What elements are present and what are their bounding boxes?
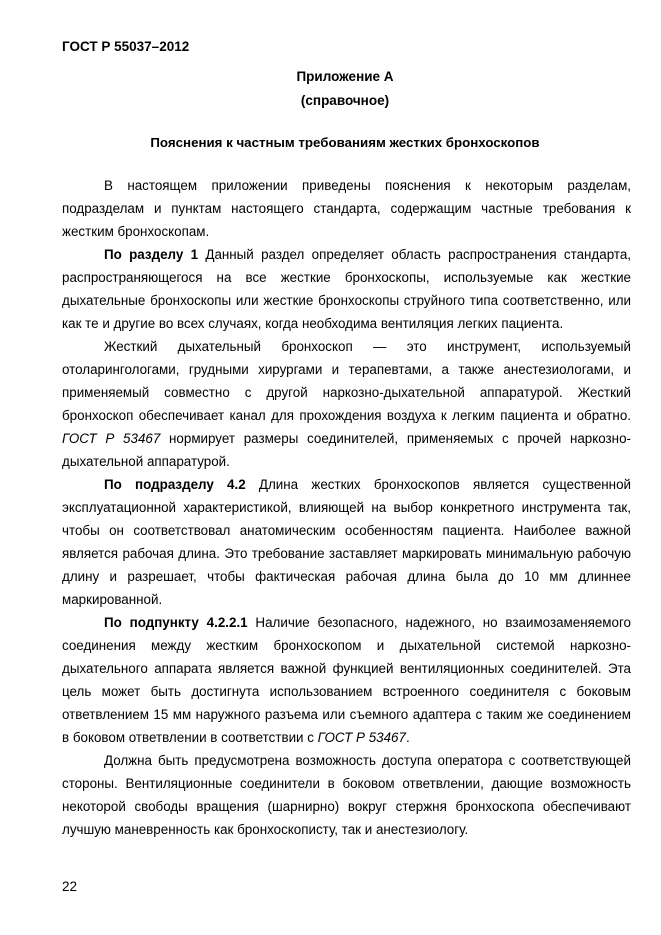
paragraph-text: Наличие безопасного, надежного, но взаимозаменяемого соединения между жестким бронхоскопом и дыхательной системой наркозно-дыхательного аппарата является важной функцией вентиляционных соединителей. Эта цель может быть достигнута использованием встроенного соединителя с боковым ответвлением 15 мм наружного разъема или съемного адаптера с таким же соединением в боковом ответвлении в соответствии с <box>62 615 631 745</box>
paragraph-lead: По подпункту 4.2.2.1 <box>104 615 248 630</box>
paragraph-subitem-4-2-2-1 <box>62 611 631 749</box>
section-title: Пояснения к частным требованиям жестких бронхоскопов <box>150 135 540 150</box>
paragraph-bronchoscope-definition <box>62 335 631 473</box>
paragraph-text: Длина жестких бронхоскопов является существенной эксплуатационной характеристикой, влияющей на выбор конкретного инструмента так, чтобы он соответствовал анатомическим особенностям пациента. Наиболее важной является рабочая длина. Это требование заставляет маркировать минимальную рабочую длину и разрешает, чтобы фактическая рабочая длина была до 10 мм длиннее маркированной. <box>62 477 631 607</box>
document-code: ГОСТ Р 55037–2012 <box>62 39 190 54</box>
paragraph-section-1 <box>62 243 631 335</box>
document-body <box>62 174 631 841</box>
standard-reference: ГОСТ Р 53467 <box>62 431 161 446</box>
paragraph-operator-access <box>62 749 631 841</box>
standard-reference: ГОСТ Р 53467 <box>317 730 406 745</box>
appendix-subtitle: (справочное) <box>300 93 390 108</box>
paragraph-text: Жесткий дыхательный бронхоскоп — это инструмент, используемый отоларингологами, грудными хирургами и терапевтами, а также анестезиологами, и применяемый совместно с другой наркозно-дыхательной аппаратурой. Жесткий бронхоскоп обеспечивает канал для прохождения воздуха к легким пациента и обратно. <box>62 339 631 423</box>
paragraph-text: Должна быть предусмотрена возможность доступа оператора с соответствующей стороны. Вентиляционные соединители в боковом ответвлении, дающие возможность некоторой свободы вращения (шарнирно) вокруг стержня бронхоскопа обеспечивают лучшую маневренность как бронхоскописту, так и анестезиологу. <box>62 753 631 837</box>
paragraph-text: Данный раздел определяет область распространения стандарта, распространяющегося на все жесткие бронхоскопы, используемые как жесткие дыхательные бронхоскопы или жесткие бронхоскопы струйного типа соответственно, или как те и другие во всех случаях, когда необходима вентиляция легких пациента. <box>62 247 631 331</box>
paragraph-text-after: . <box>405 730 410 745</box>
appendix-title: Приложение А <box>296 69 394 84</box>
paragraph-text-after: нормирует размеры соединителей, применяемых с прочей наркозно-дыхательной аппаратурой. <box>62 431 631 469</box>
paragraph-text: В настоящем приложении приведены пояснения к некоторым разделам, подразделам и пунктам настоящего стандарта, содержащим частные требования к жестким бронхоскопам. <box>62 178 631 239</box>
page-number: 22 <box>62 879 78 894</box>
paragraph-intro <box>62 174 631 243</box>
paragraph-lead: По подразделу 4.2 <box>104 477 246 492</box>
paragraph-lead: По разделу 1 <box>104 247 199 262</box>
paragraph-subsection-4-2 <box>62 473 631 611</box>
